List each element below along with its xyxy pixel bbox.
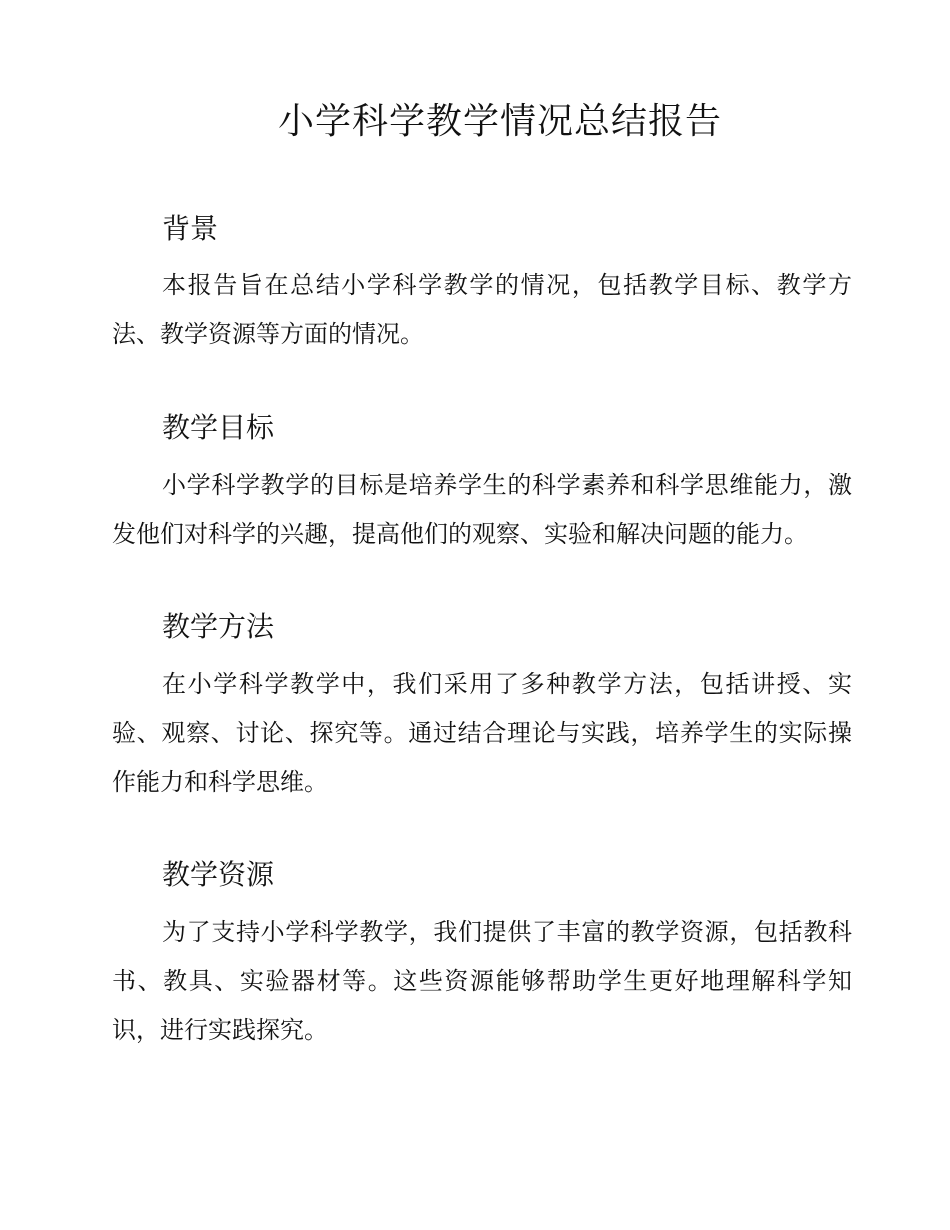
- page-title: 小学科学教学情况总结报告: [277, 101, 722, 142]
- section-heading-background: 背景: [162, 212, 219, 245]
- section-heading-goals: 教学目标: [162, 411, 275, 444]
- section-body-background: 本报告旨在总结小学科学教学的情况，包括教学目标、教学方法、教学资源等方面的情况。: [112, 271, 852, 348]
- section-body-methods: 在小学科学教学中，我们采用了多种教学方法，包括讲授、实验、观察、讨论、探究等。通过结合理论与实践，培养学生的实际操作能力和科学思维。: [112, 670, 852, 796]
- section-heading-resources: 教学资源: [162, 858, 275, 891]
- section-body-goals: 小学科学教学的目标是培养学生的科学素养和科学思维能力，激发他们对科学的兴趣，提高他们的观察、实验和解决问题的能力。: [112, 471, 852, 548]
- section-heading-methods: 教学方法: [162, 610, 275, 643]
- section-body-resources: 为了支持小学科学教学，我们提供了丰富的教学资源，包括教科书、教具、实验器材等。这些资源能够帮助学生更好地理解科学知识，进行实践探究。: [112, 918, 852, 1044]
